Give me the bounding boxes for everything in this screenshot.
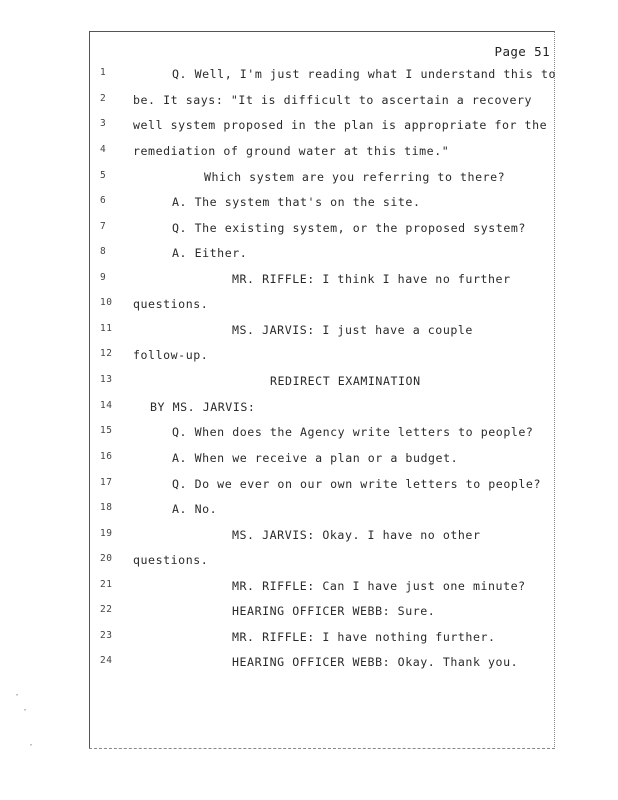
line-text: A. No. [172, 502, 218, 516]
line-text: A. The system that's on the site. [172, 195, 421, 209]
line-number: 14 [100, 400, 113, 411]
line-text: MS. JARVIS: I just have a couple [232, 323, 473, 337]
line-text: MR. RIFFLE: Can I have just one minute? [232, 579, 526, 593]
page-bottom-rule [89, 748, 555, 749]
line-text: MR. RIFFLE: I have nothing further. [232, 630, 496, 644]
line-text: MS. JARVIS: Okay. I have no other [232, 528, 481, 542]
line-text: well system proposed in the plan is appropriate for the [133, 118, 548, 132]
line-text: BY MS. JARVIS: [150, 400, 256, 414]
line-text: MR. RIFFLE: I think I have no further [232, 272, 511, 286]
page-number: Page 51 [494, 44, 550, 59]
line-number: 10 [100, 297, 113, 308]
line-text: A. When we receive a plan or a budget. [172, 451, 459, 465]
line-text: remediation of ground water at this time." [133, 144, 450, 158]
line-text: follow-up. [133, 348, 209, 362]
line-text: Which system are you referring to there? [204, 170, 506, 184]
line-number: 7 [100, 221, 107, 232]
line-number: 24 [100, 655, 113, 666]
line-number: 15 [100, 425, 113, 436]
section-heading: REDIRECT EXAMINATION [270, 374, 421, 388]
line-number: 22 [100, 604, 113, 615]
line-number: 13 [100, 374, 113, 385]
line-text: Q. Do we ever on our own write letters to people? [172, 477, 541, 491]
line-text: questions. [133, 297, 209, 311]
line-text: HEARING OFFICER WEBB: Okay. Thank you. [232, 655, 519, 669]
line-text: questions. [133, 553, 209, 567]
line-text: be. It says: "It is difficult to ascertain a recovery [133, 93, 533, 107]
line-text: HEARING OFFICER WEBB: Sure. [232, 604, 436, 618]
scan-speck: · [28, 740, 35, 751]
line-number: 12 [100, 348, 113, 359]
line-number: 11 [100, 323, 113, 334]
line-text: A. Either. [172, 246, 248, 260]
line-text: Q. Well, I'm just reading what I understand this to [172, 67, 557, 81]
line-text: Q. When does the Agency write letters to people? [172, 425, 534, 439]
line-number: 18 [100, 502, 113, 513]
line-number: 19 [100, 528, 113, 539]
line-number: 9 [100, 272, 107, 283]
scan-speck: · [14, 690, 21, 701]
line-number: 4 [100, 144, 107, 155]
line-number: 23 [100, 630, 113, 641]
line-number: 16 [100, 451, 113, 462]
line-text: Q. The existing system, or the proposed system? [172, 221, 526, 235]
line-number: 3 [100, 118, 107, 129]
line-number: 21 [100, 579, 113, 590]
line-number: 1 [100, 67, 107, 78]
line-number: 6 [100, 195, 107, 206]
line-number: 8 [100, 246, 107, 257]
line-number: 17 [100, 477, 113, 488]
line-number: 5 [100, 170, 107, 181]
line-number: 20 [100, 553, 113, 564]
line-number: 2 [100, 93, 107, 104]
scan-speck: · [22, 705, 29, 716]
